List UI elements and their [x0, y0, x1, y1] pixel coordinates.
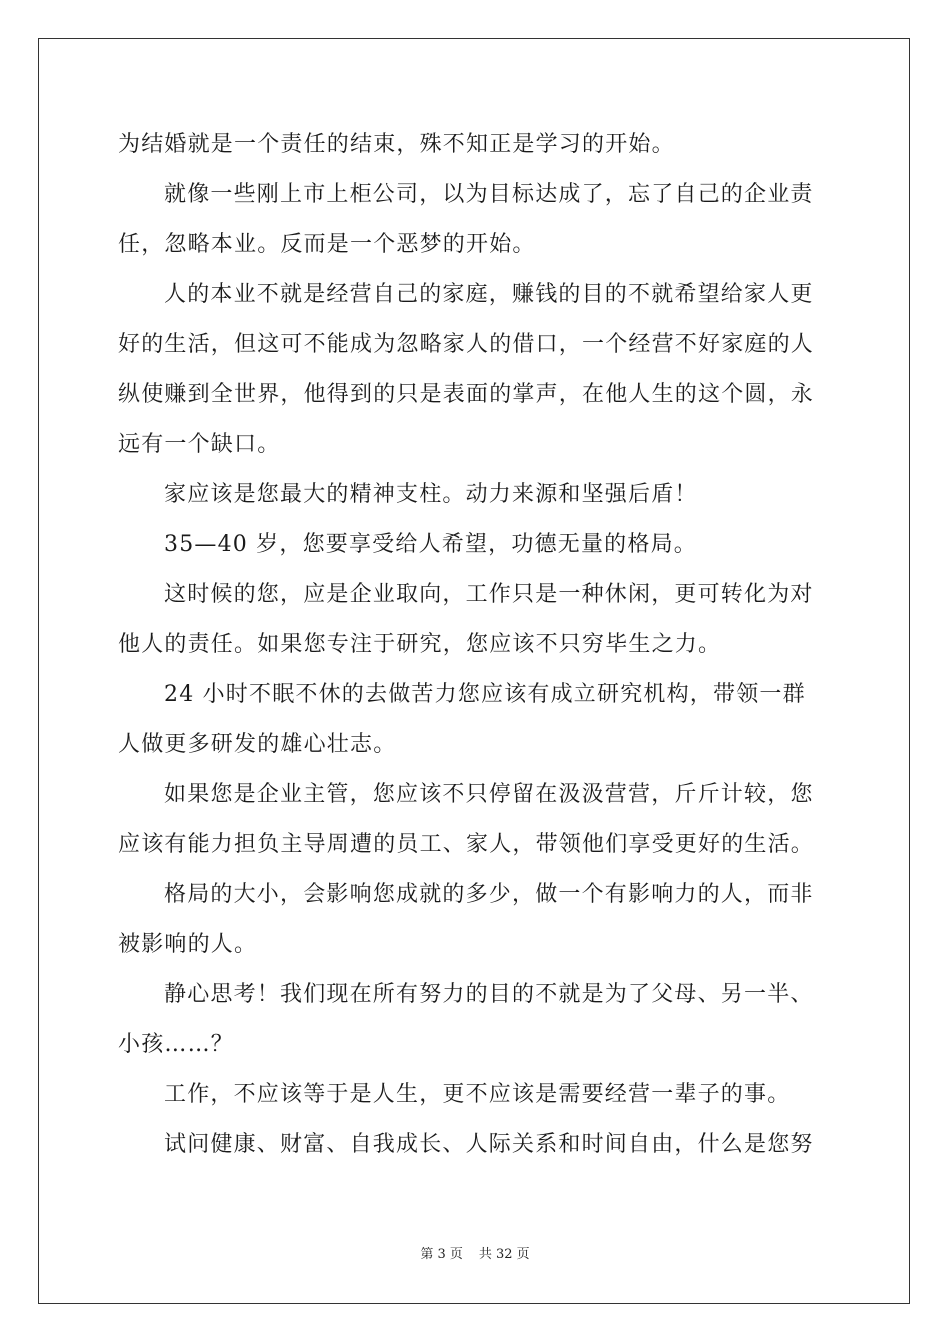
page-total: 共 32 页 [478, 1247, 530, 1262]
text-line: 纵使赚到全世界，他得到的只是表面的掌声，在他人生的这个圆，永 [118, 382, 815, 407]
paragraph-line: 35—40 岁，您要享受给人希望，功德无量的格局。 [164, 532, 697, 557]
text-line: 他人的责任。如果您专注于研究，您应该不只穷毕生之力。 [118, 632, 722, 657]
text-line: 小孩……？ [118, 1032, 235, 1057]
paragraph-line: 家应该是您最大的精神支柱。动力来源和坚强后盾！ [164, 482, 698, 507]
text-line: 应该有能力担负主导周遭的员工、家人，带领他们享受更好的生活。 [118, 832, 815, 857]
text-line: 远有一个缺口。 [118, 432, 281, 457]
paragraph-line: 人的本业不就是经营自己的家庭，赚钱的目的不就希望给家人更 [164, 282, 814, 307]
page-footer [0, 1246, 950, 1264]
paragraph-line: 工作，不应该等于是人生，更不应该是需要经营一辈子的事。 [164, 1082, 791, 1107]
text-line: 任，忽略本业。反而是一个恶梦的开始。 [118, 232, 536, 257]
page-number: 第 3 页 [420, 1247, 463, 1262]
text-line: 被影响的人。 [118, 932, 258, 957]
text-line: 人做更多研发的雄心壮志。 [118, 732, 397, 757]
paragraph-line: 试问健康、财富、自我成长、人际关系和时间自由，什么是您努 [164, 1132, 814, 1157]
paragraph-line: 静心思考！我们现在所有努力的目的不就是为了父母、另一半、 [164, 982, 814, 1007]
text-line: 好的生活，但这可不能成为忽略家人的借口，一个经营不好家庭的人 [118, 332, 815, 357]
paragraph-line: 格局的大小，会影响您成就的多少，做一个有影响力的人，而非 [164, 882, 814, 907]
paragraph-line: 就像一些刚上市上柜公司，以为目标达成了，忘了自己的企业责 [164, 182, 814, 207]
paragraph-line: 这时候的您，应是企业取向，工作只是一种休闲，更可转化为对 [164, 582, 814, 607]
paragraph-line: 24 小时不眠不休的去做苦力您应该有成立研究机构，带领一群 [164, 682, 806, 707]
paragraph-line: 如果您是企业主管，您应该不只停留在汲汲营营，斤斤计较，您 [164, 782, 814, 807]
text-line: 为结婚就是一个责任的结束，殊不知正是学习的开始。 [118, 132, 675, 157]
